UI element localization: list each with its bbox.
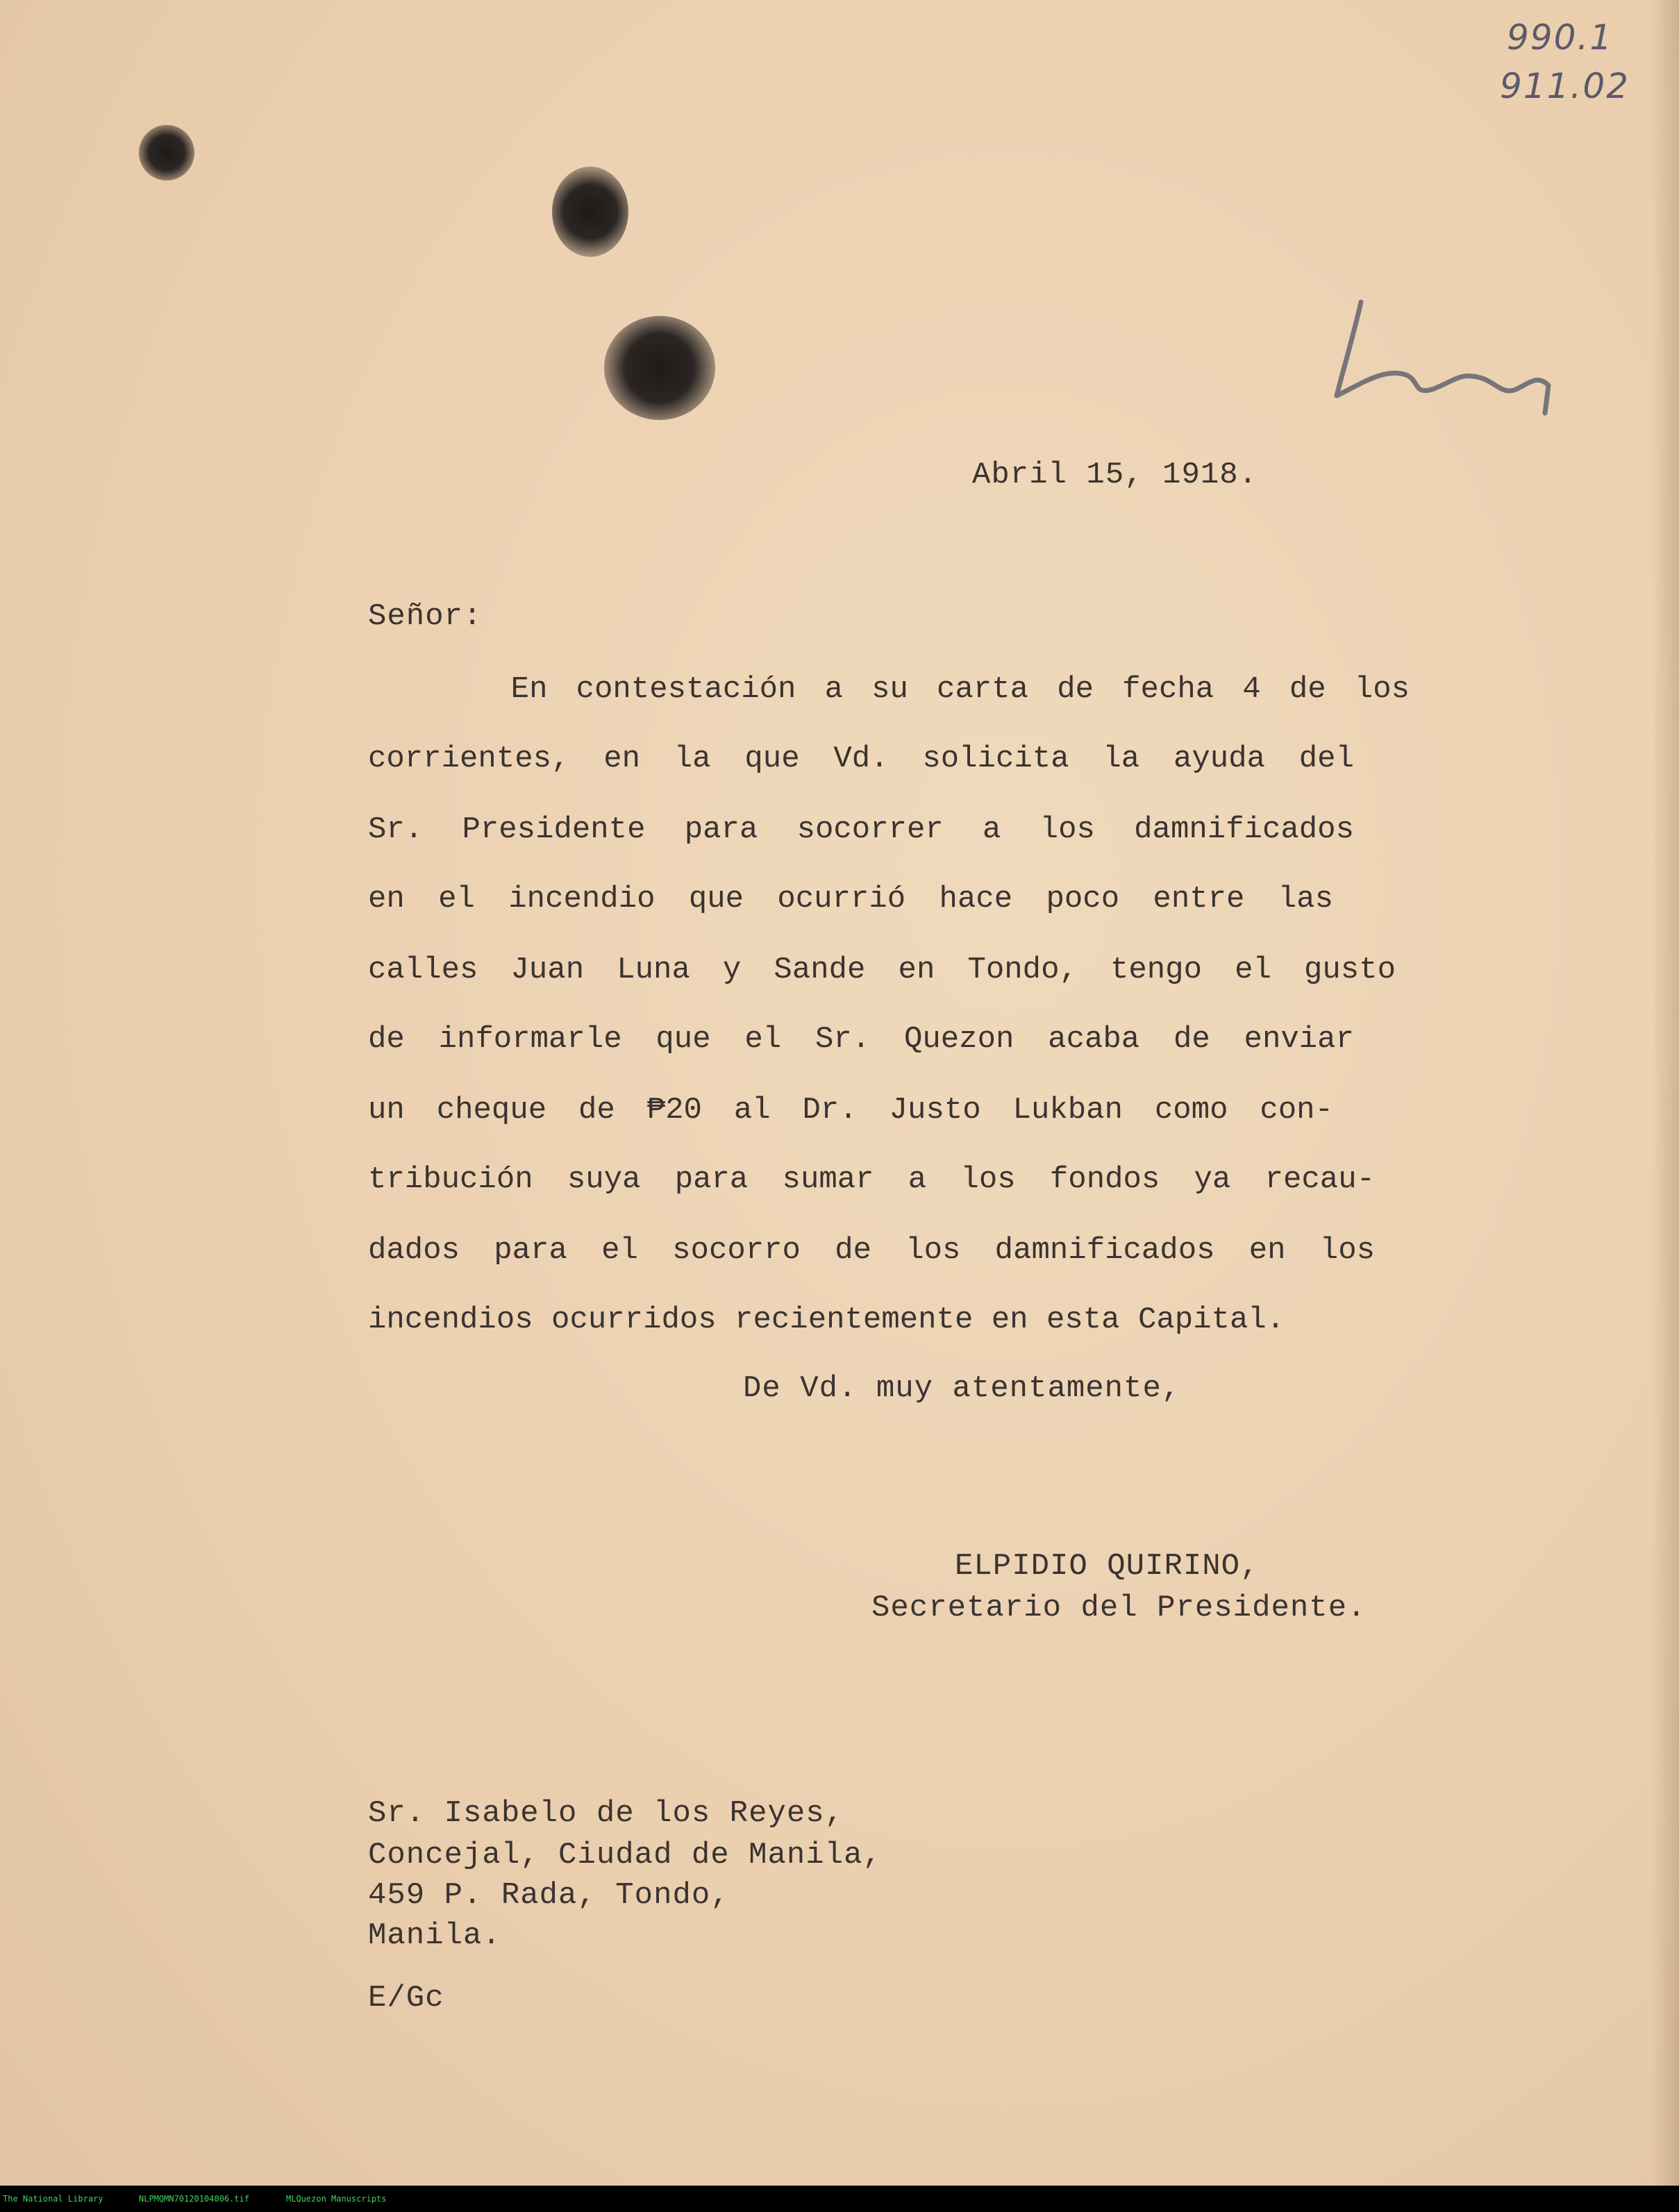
letter-date: Abril 15, 1918. <box>972 458 1258 492</box>
body-line-7: un cheque de ₱20 al Dr. Justo Lukban como con- <box>368 1093 1333 1128</box>
reference-initials: E/Gc <box>368 1981 444 2016</box>
ink-blot-large <box>604 316 715 420</box>
body-line-6: de informarle que el Sr. Quezon acaba de enviar <box>368 1022 1354 1057</box>
salutation: Señor: <box>368 599 483 634</box>
body-line-3: Sr. Presidente para socorrer a los damnificados <box>368 812 1354 847</box>
ink-blot-medium <box>552 167 628 257</box>
body-line-10: incendios ocurridos recientemente en esta Capital. <box>368 1302 1285 1337</box>
body-line-9: dados para el socorro de los damnificados en los <box>368 1233 1375 1268</box>
footer-file-name: NLPMQMN70120104006.tif <box>139 2194 249 2204</box>
archive-number-1: 990.1 <box>1507 17 1614 58</box>
footer-institution: The National Library <box>3 2194 103 2204</box>
archive-number-2: 911.02 <box>1500 66 1630 106</box>
scan-footer <box>0 2186 1679 2212</box>
body-line-4: en el incendio que ocurrió hace poco entre las <box>368 882 1333 916</box>
signer-name: ELPIDIO QUIRINO, <box>955 1549 1260 1584</box>
body-line-2: corrientes, en la que Vd. solicita la ayuda del <box>368 741 1354 776</box>
body-line-8: tribución suya para sumar a los fondos ya recau- <box>368 1162 1375 1197</box>
handwritten-initials <box>1323 292 1573 430</box>
body-line-5: calles Juan Luna y Sande en Tondo, tengo el gusto <box>368 953 1396 987</box>
ink-blot-small <box>139 125 194 181</box>
recipient-line-1: Sr. Isabelo de los Reyes, <box>368 1796 844 1831</box>
footer-collection: MLQuezon Manuscripts <box>286 2194 387 2204</box>
recipient-line-4: Manila. <box>368 1918 501 1953</box>
recipient-line-2: Concejal, Ciudad de Manila, <box>368 1838 882 1872</box>
signer-title: Secretario del Presidente. <box>871 1591 1367 1625</box>
body-line-1: En contestación a su carta de fecha 4 de los <box>368 672 1410 707</box>
recipient-line-3: 459 P. Rada, Tondo, <box>368 1878 730 1913</box>
closing: De Vd. muy atentamente, <box>743 1371 1181 1406</box>
